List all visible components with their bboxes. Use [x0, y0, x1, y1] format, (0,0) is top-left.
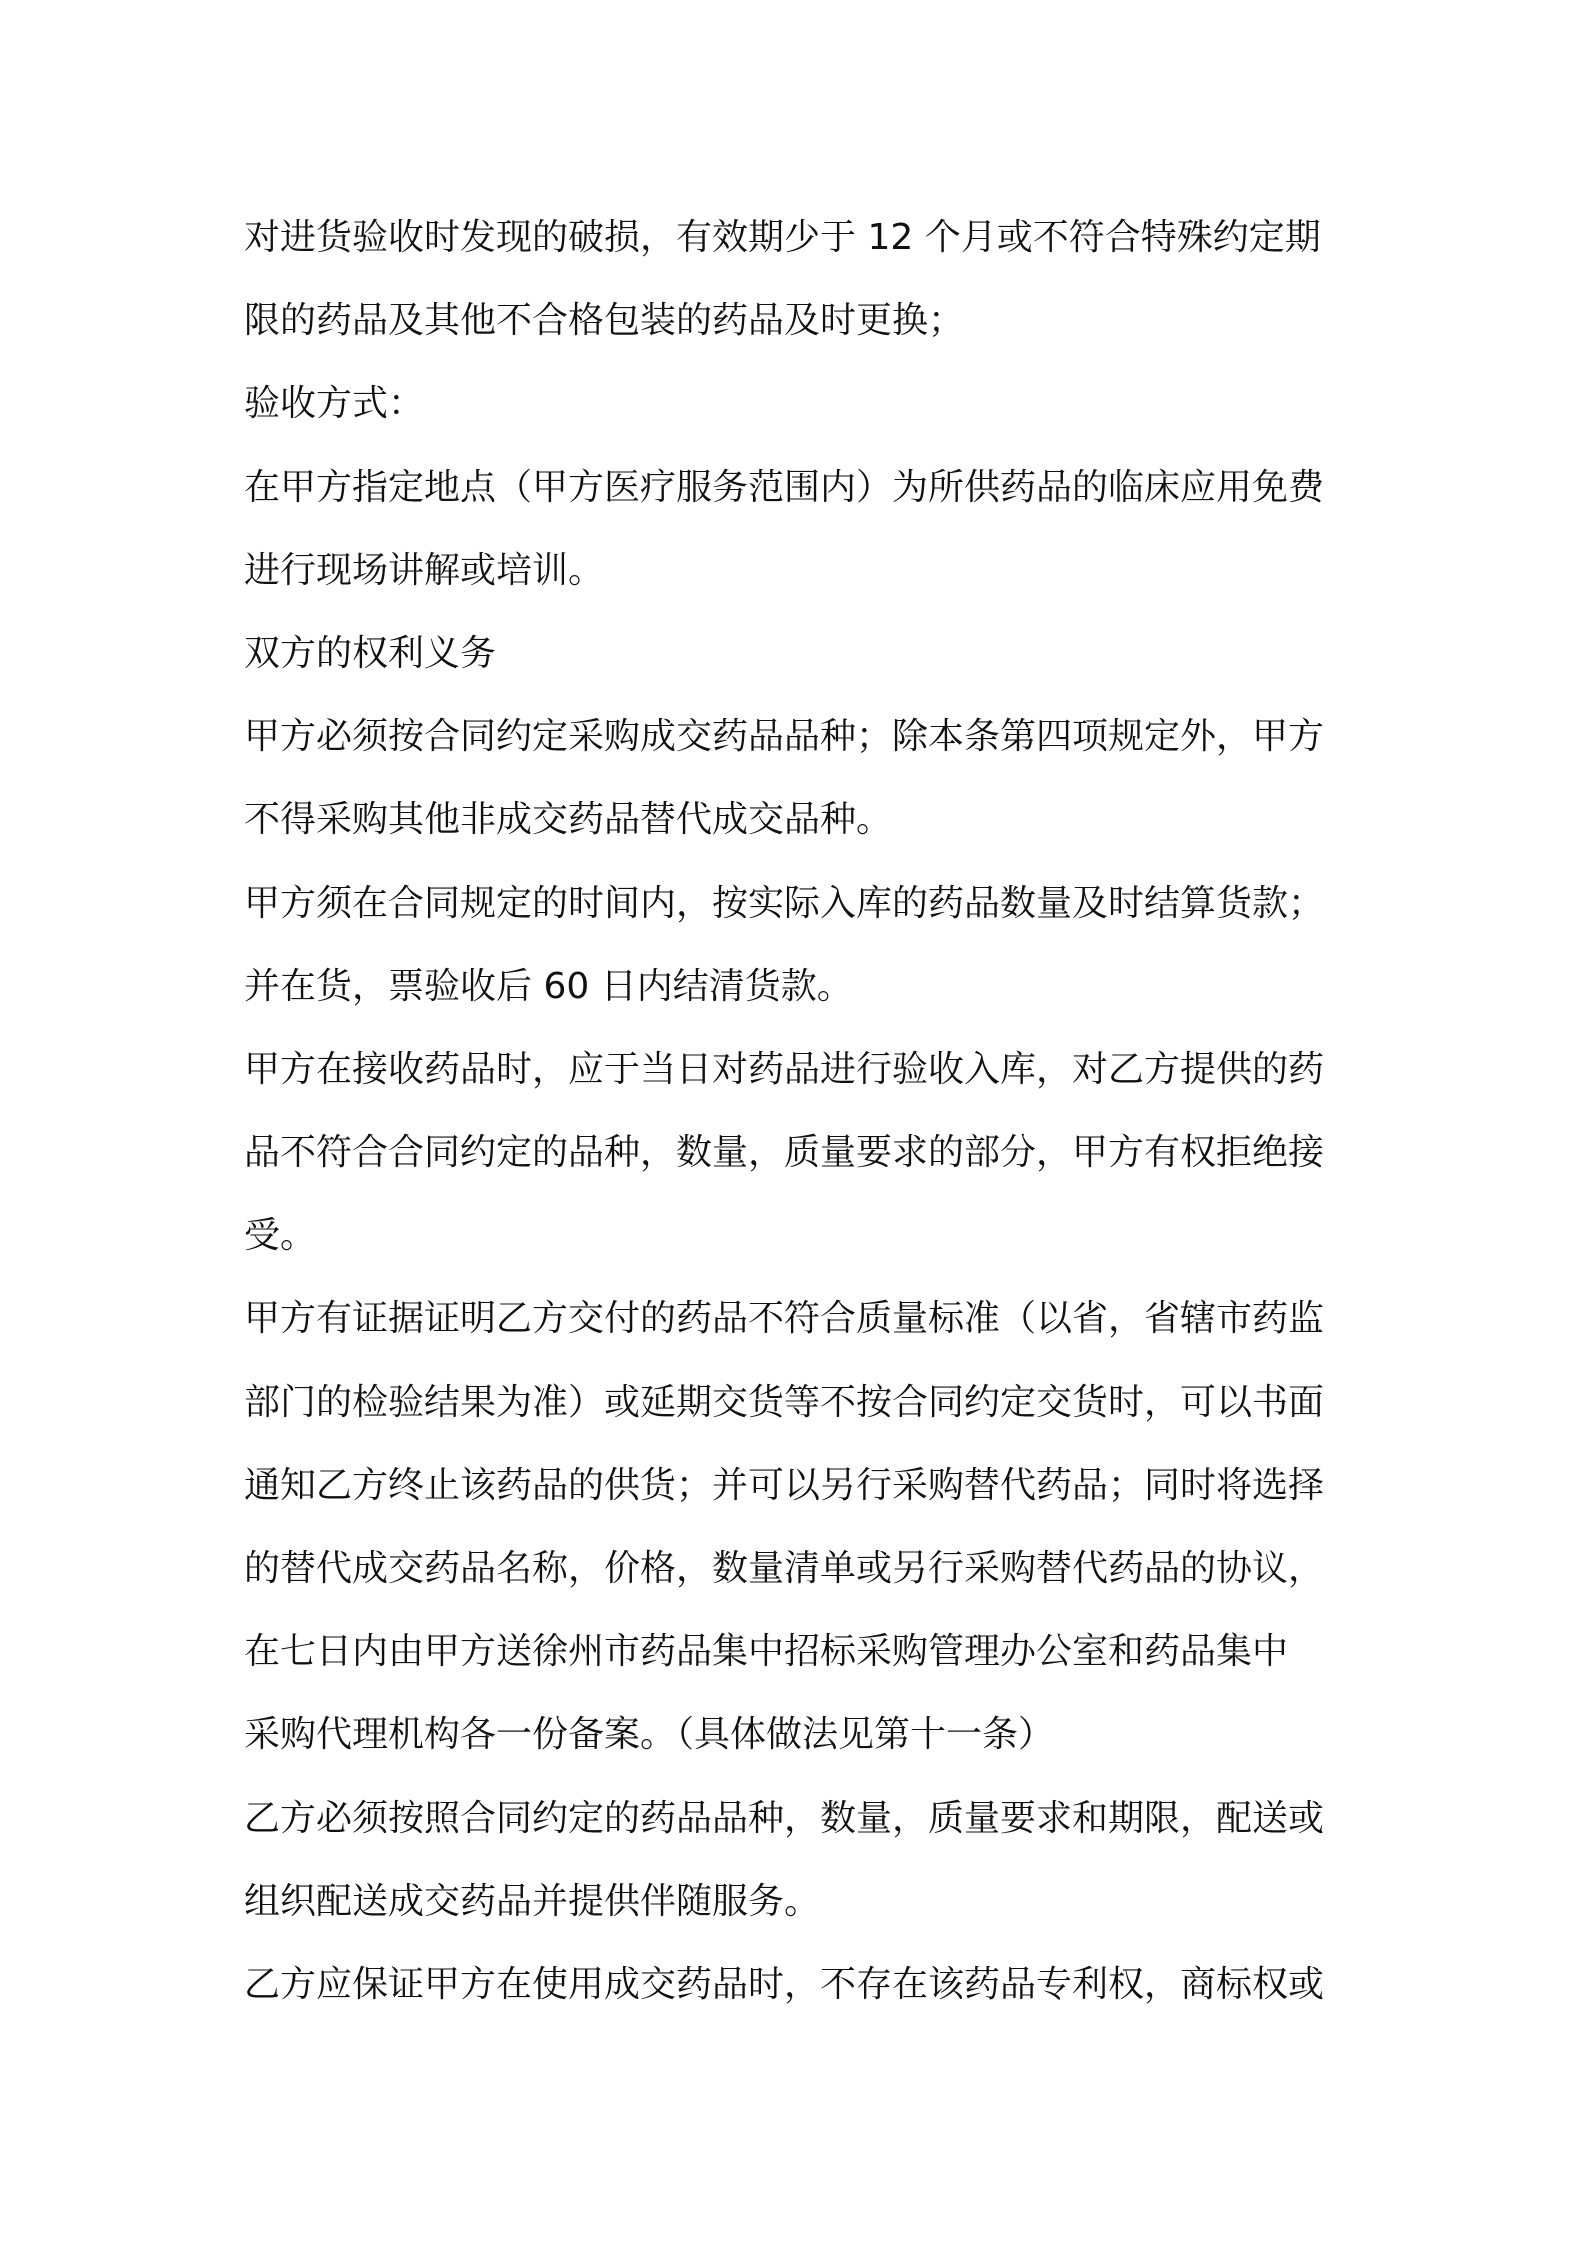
text-line: 不得采购其他非成交药品替代成交品种。: [244, 799, 893, 841]
text-line: 品不符合合同约定的品种，数量，质量要求的部分，甲方有权拒绝接: [244, 1132, 1325, 1174]
text-line: 通知乙方终止该药品的供货；并可以另行采购替代药品；同时将选择: [244, 1464, 1325, 1506]
text-line: 采购代理机构各一份备案。（具体做法见第十一条）: [244, 1714, 1055, 1756]
text-line: 并在货，票验收后 60 日内结清货款。: [244, 965, 853, 1007]
text-line: 甲方必须按合同约定采购成交药品品种；除本条第四项规定外，甲方: [244, 716, 1325, 758]
text-line: 受。: [244, 1215, 317, 1257]
text-line: 甲方有证据证明乙方交付的药品不符合质量标准（以省，省辖市药监: [244, 1298, 1325, 1340]
text-line: 验收方式：: [244, 383, 425, 425]
text-line: 部门的检验结果为准）或延期交货等不按合同约定交货时，可以书面: [244, 1381, 1325, 1423]
text-line: 在甲方指定地点（甲方医疗服务范围内）为所供药品的临床应用免费: [244, 466, 1325, 508]
text-line: 乙方应保证甲方在使用成交药品时，不存在该药品专利权，商标权或: [244, 1963, 1325, 2005]
text-line: 组织配送成交药品并提供伴随服务。: [244, 1880, 821, 1922]
text-line: 限的药品及其他不合格包装的药品及时更换；: [244, 300, 965, 342]
text-line: 甲方在接收药品时，应于当日对药品进行验收入库，对乙方提供的药: [244, 1048, 1325, 1090]
text-line: 在七日内由甲方送徐州市药品集中招标采购管理办公室和药品集中: [244, 1631, 1289, 1673]
text-line: 乙方必须按照合同约定的药品品种，数量，质量要求和期限，配送或: [244, 1797, 1325, 1839]
section-heading: 双方的权利义务: [244, 632, 497, 674]
document-body: [244, 196, 1364, 2026]
text-line: 甲方须在合同规定的时间内，按实际入库的药品数量及时结算货款；: [244, 882, 1325, 924]
text-line: 进行现场讲解或培训。: [244, 549, 605, 591]
text-line: 的替代成交药品名称，价格，数量清单或另行采购替代药品的协议，: [244, 1548, 1325, 1589]
text-line: 对进货验收时发现的破损，有效期少于 12 个月或不符合特殊约定期: [244, 217, 1321, 258]
